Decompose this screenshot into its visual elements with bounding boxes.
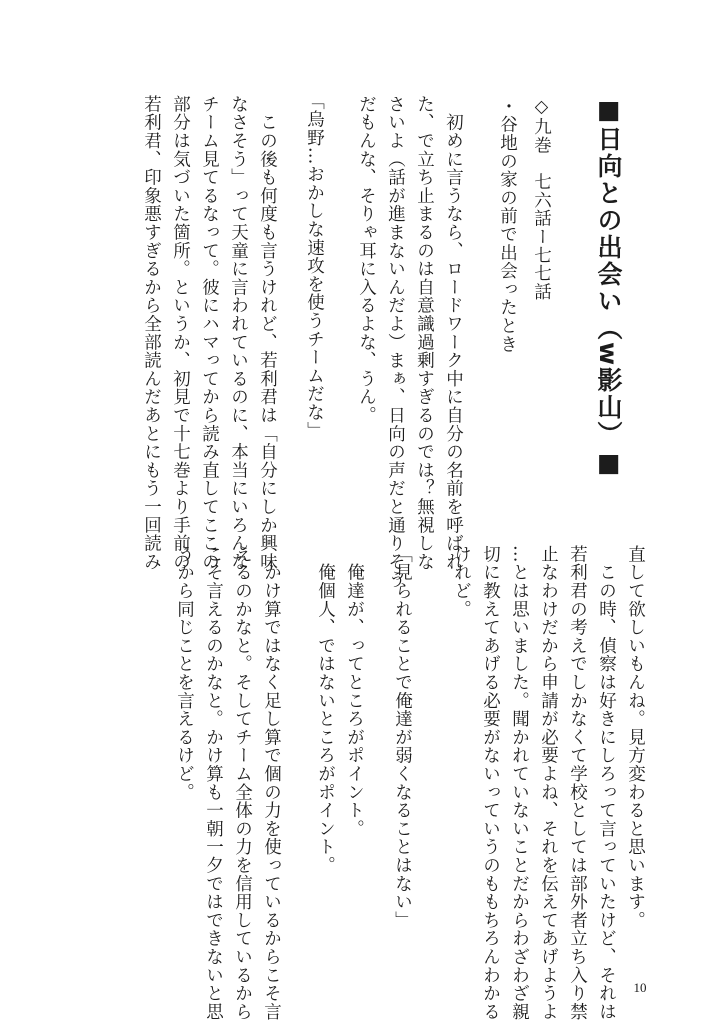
chapter-reference: ◇九巻 七六話ー七七話 [531,97,552,301]
paragraph-line: さいよ（話が進まないんだよ）まぁ、日向の声だと通りそう [385,95,406,590]
paragraph-line: た、で立ち止まるのは自意識過剰すぎるのでは？無視しな [414,95,435,571]
paragraph-line: 俺個人、ではないところがポイント。 [315,545,336,875]
paragraph-line: チーム見てるなって。彼にハマってから読み直してここの [199,95,220,571]
section-heading: ■日向との出会い（w影山）■ [594,95,623,480]
paragraph-line: 俺達が、ってところがポイント。 [344,545,365,838]
paragraph-line: 部分は気づいた箇所。というか、初見で十七巻より手前の [170,95,191,571]
paragraph-line: かけ算ではなく足し算で個の力を使っているからこそ言 [261,545,282,1021]
paragraph-line: 切に教えてあげる必要がないっていうのももちろんわかる [480,545,501,1021]
paragraph-line: こそ言えるのかなと。かけ算も一朝一夕ではできないと思 [203,545,224,1021]
paragraph-line: けれど。 [451,545,472,619]
quote-line: 「烏野…おかしな速攻を使うチームだな」 [304,92,325,440]
paragraph-line: 若利君、印象悪すぎるから全部読んだあとにもう一回読み [141,95,162,571]
paragraph-line: 直して欲しいもんね。見方変わると思います。 [625,545,646,930]
paragraph-line: …とは思いました。聞かれていないことだからわざわざ親 [509,545,530,1021]
paragraph-line: なさそう」って天童に言われているのに、本当にいろんな [228,95,249,571]
scene-reference: ・谷地の家の前で出会ったとき [497,97,518,354]
paragraph-line: だもんな、そりゃ耳に入るよな、うん。 [356,95,377,425]
page-number: 10 [633,980,647,995]
paragraph-line: この後も何度も言うけれど、若利君は「自分にしか興味 [257,95,278,571]
paragraph-line: 若利君の考えでしかなくて学校としては部外者立ち入り禁 [567,545,588,1021]
paragraph-line: えるのかなと。そしてチーム全体の力を信用しているから [232,545,253,1021]
paragraph-line: うから同じことを言えるけど。 [174,545,195,802]
quote-line: 「見られることで俺達が弱くなることはない」 [392,545,413,930]
paragraph-line: この時、偵察は好きにしろって言っていたけど、それは [596,545,617,1021]
paragraph-line: 止なわけだから申請が必要よね、それを伝えてあげようよ [538,545,559,1021]
paragraph-line: 初めに言うなら、ロードワーク中に自分の名前を呼ばれ [443,95,464,571]
